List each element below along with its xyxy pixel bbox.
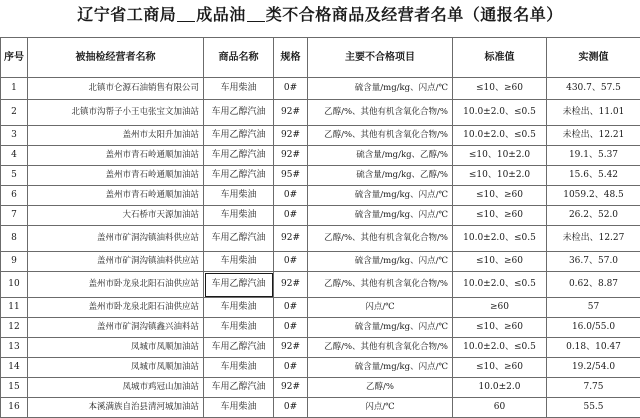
failed-items-cell: 硫含量/mg/kg、乙醇/% bbox=[308, 146, 453, 166]
product-name-cell: 车用乙醇汽油 bbox=[204, 126, 274, 146]
failed-items-cell: 乙醇/%、其他有机含氧化合物/% bbox=[308, 100, 453, 126]
product-name-cell: 车用柴油 bbox=[204, 78, 274, 100]
serial-number-cell: 5 bbox=[1, 166, 28, 186]
standard-value-cell: 10.0±2.0、≤0.5 bbox=[453, 226, 547, 252]
table-row bbox=[1, 318, 640, 338]
operator-name-cell: 凤城市凤顺加油站 bbox=[28, 338, 204, 358]
product-name-cell: 车用乙醇汽油 bbox=[204, 100, 274, 126]
operator-name-cell: 盖州市矿洞沟镇鑫兴油料站 bbox=[28, 318, 204, 338]
product-name-cell: 车用柴油 bbox=[204, 318, 274, 338]
measured-value-cell: 19.2/54.0 bbox=[547, 358, 640, 378]
specification-cell: 0# bbox=[274, 358, 308, 378]
measured-value-cell: 未检出、12.27 bbox=[547, 226, 640, 252]
serial-number-cell: 14 bbox=[1, 358, 28, 378]
product-name-cell: 车用柴油 bbox=[204, 298, 274, 318]
serial-number-cell: 4 bbox=[1, 146, 28, 166]
failed-items-cell: 乙醇/% bbox=[308, 378, 453, 398]
serial-number-cell: 13 bbox=[1, 338, 28, 358]
specification-cell: 0# bbox=[274, 318, 308, 338]
operator-name-cell: 大石桥市天源加油站 bbox=[28, 206, 204, 226]
serial-number-cell: 16 bbox=[1, 398, 28, 418]
product-name-cell: 车用乙醇汽油 bbox=[204, 378, 274, 398]
specification-cell: 0# bbox=[274, 252, 308, 272]
failed-items-cell: 闪点/℃ bbox=[308, 298, 453, 318]
measured-value-cell: 430.7、57.5 bbox=[547, 78, 640, 100]
specification-cell: 92# bbox=[274, 272, 308, 298]
product-name-cell: 车用柴油 bbox=[204, 252, 274, 272]
serial-number-cell: 3 bbox=[1, 126, 28, 146]
header-failed-items: 主要不合格项目 bbox=[308, 38, 453, 78]
page-title bbox=[0, 0, 640, 34]
title-blank-line bbox=[177, 5, 195, 22]
table-row bbox=[1, 100, 640, 126]
operator-name-cell: 北镇市沟帮子小王屯张宝文加油站 bbox=[28, 100, 204, 126]
failed-items-cell: 乙醇/%、其他有机含氧化合物/% bbox=[308, 126, 453, 146]
operator-name-cell: 盖州市矿洞沟镇油料供应站 bbox=[28, 252, 204, 272]
serial-number-cell: 2 bbox=[1, 100, 28, 126]
measured-value-cell: 57 bbox=[547, 298, 640, 318]
product-name-cell: 车用乙醇汽油 bbox=[204, 226, 274, 252]
failed-items-cell: 闪点/℃ bbox=[308, 398, 453, 418]
serial-number-cell: 11 bbox=[1, 298, 28, 318]
serial-number-cell: 7 bbox=[1, 206, 28, 226]
failed-items-cell: 乙醇/%、其他有机含氧化合物/% bbox=[308, 226, 453, 252]
standard-value-cell: ≤10、10±2.0 bbox=[453, 166, 547, 186]
product-name-cell: 车用柴油 bbox=[204, 186, 274, 206]
standard-value-cell: 10.0±2.0、≤0.5 bbox=[453, 126, 547, 146]
table-row bbox=[1, 226, 640, 252]
measured-value-cell: 16.0/55.0 bbox=[547, 318, 640, 338]
specification-cell: 0# bbox=[274, 298, 308, 318]
operator-name-cell: 盖州市青石岭通顺加油站 bbox=[28, 166, 204, 186]
failed-items-cell: 硫含量/mg/kg、闪点/℃ bbox=[308, 358, 453, 378]
operator-name-cell: 盖州市青石岭通顺加油站 bbox=[28, 186, 204, 206]
title-category: 成品油 bbox=[196, 5, 246, 24]
header-serial-number: 序号 bbox=[1, 38, 28, 78]
table-row bbox=[1, 186, 640, 206]
measured-value-cell: 55.5 bbox=[547, 398, 640, 418]
title-blank-line bbox=[247, 5, 265, 22]
operator-name-cell: 盖州市青石岭通顺加油站 bbox=[28, 146, 204, 166]
nonconforming-products-table bbox=[0, 37, 640, 418]
failed-items-cell: 硫含量/mg/kg、闪点/℃ bbox=[308, 78, 453, 100]
product-name-cell: 车用乙醇汽油 bbox=[204, 146, 274, 166]
specification-cell: 92# bbox=[274, 126, 308, 146]
operator-name-cell: 盖州市太阳升加油站 bbox=[28, 126, 204, 146]
product-name-cell: 车用乙醇汽油 bbox=[204, 272, 274, 298]
operator-name-cell: 凤城市凤顺加油站 bbox=[28, 358, 204, 378]
measured-value-cell: 未检出、12.21 bbox=[547, 126, 640, 146]
operator-name-cell: 本溪满族自治县清河城加油站 bbox=[28, 398, 204, 418]
specification-cell: 92# bbox=[274, 226, 308, 252]
standard-value-cell: ≤10、≥60 bbox=[453, 252, 547, 272]
serial-number-cell: 1 bbox=[1, 78, 28, 100]
standard-value-cell: ≤10、≥60 bbox=[453, 78, 547, 100]
table-row bbox=[1, 338, 640, 358]
table-row bbox=[1, 298, 640, 318]
table-row bbox=[1, 206, 640, 226]
serial-number-cell: 8 bbox=[1, 226, 28, 252]
standard-value-cell: ≤10、≥60 bbox=[453, 358, 547, 378]
measured-value-cell: 36.7、57.0 bbox=[547, 252, 640, 272]
standard-value-cell: ≤10、≥60 bbox=[453, 318, 547, 338]
measured-value-cell: 0.18、10.47 bbox=[547, 338, 640, 358]
product-name-cell: 车用乙醇汽油 bbox=[204, 166, 274, 186]
serial-number-cell: 12 bbox=[1, 318, 28, 338]
table-row bbox=[1, 378, 640, 398]
failed-items-cell: 硫含量/mg/kg、闪点/℃ bbox=[308, 186, 453, 206]
table-row bbox=[1, 146, 640, 166]
specification-cell: 0# bbox=[274, 206, 308, 226]
serial-number-cell: 15 bbox=[1, 378, 28, 398]
header-operator-name: 被抽检经营者名称 bbox=[28, 38, 204, 78]
specification-cell: 92# bbox=[274, 146, 308, 166]
operator-name-cell: 盖州市矿洞沟镇油料供应站 bbox=[28, 226, 204, 252]
specification-cell: 92# bbox=[274, 378, 308, 398]
measured-value-cell: 7.75 bbox=[547, 378, 640, 398]
table-row bbox=[1, 78, 640, 100]
specification-cell: 0# bbox=[274, 186, 308, 206]
standard-value-cell: 10.0±2.0、≤0.5 bbox=[453, 338, 547, 358]
operator-name-cell: 盖州市卧龙泉北阳石油供应站 bbox=[28, 298, 204, 318]
measured-value-cell: 26.2、52.0 bbox=[547, 206, 640, 226]
specification-cell: 92# bbox=[274, 338, 308, 358]
table-row bbox=[1, 252, 640, 272]
specification-cell: 0# bbox=[274, 78, 308, 100]
specification-cell: 0# bbox=[274, 398, 308, 418]
measured-value-cell: 未检出、11.01 bbox=[547, 100, 640, 126]
specification-cell: 92# bbox=[274, 100, 308, 126]
operator-name-cell: 盖州市卧龙泉北阳石油供应站 bbox=[28, 272, 204, 298]
standard-value-cell: 60 bbox=[453, 398, 547, 418]
failed-items-cell: 硫含量/mg/kg、闪点/℃ bbox=[308, 318, 453, 338]
table-row bbox=[1, 126, 640, 146]
failed-items-cell: 硫含量/mg/kg、乙醇/% bbox=[308, 166, 453, 186]
operator-name-cell: 凤城市鸡冠山加油站 bbox=[28, 378, 204, 398]
table-row bbox=[1, 166, 640, 186]
table-row bbox=[1, 272, 640, 298]
measured-value-cell: 15.6、5.42 bbox=[547, 166, 640, 186]
measured-value-cell: 1059.2、48.5 bbox=[547, 186, 640, 206]
standard-value-cell: 10.0±2.0、≤0.5 bbox=[453, 272, 547, 298]
header-product-name: 商品名称 bbox=[204, 38, 274, 78]
header-specification: 规格 bbox=[274, 38, 308, 78]
product-name-cell: 车用乙醇汽油 bbox=[204, 338, 274, 358]
header-measured-value: 实测值 bbox=[547, 38, 640, 78]
operator-name-cell: 北镇市仑源石油销售有限公司 bbox=[28, 78, 204, 100]
table-row bbox=[1, 358, 640, 378]
standard-value-cell: ≤10、≥60 bbox=[453, 186, 547, 206]
standard-value-cell: 10.0±2.0、≤0.5 bbox=[453, 100, 547, 126]
table-row bbox=[1, 398, 640, 418]
failed-items-cell: 硫含量/mg/kg、闪点/℃ bbox=[308, 252, 453, 272]
serial-number-cell: 6 bbox=[1, 186, 28, 206]
standard-value-cell: ≤10、≥60 bbox=[453, 206, 547, 226]
specification-cell: 95# bbox=[274, 166, 308, 186]
failed-items-cell: 乙醇/%、其他有机含氧化合物/% bbox=[308, 338, 453, 358]
header-standard-value: 标准值 bbox=[453, 38, 547, 78]
product-name-cell: 车用柴油 bbox=[204, 206, 274, 226]
standard-value-cell: 10.0±2.0 bbox=[453, 378, 547, 398]
title-suffix: 类不合格商品及经营者名单（通报名单） bbox=[266, 5, 563, 24]
failed-items-cell: 乙醇/%、其他有机含氧化合物/% bbox=[308, 272, 453, 298]
failed-items-cell: 硫含量/mg/kg、闪点/℃ bbox=[308, 206, 453, 226]
serial-number-cell: 9 bbox=[1, 252, 28, 272]
measured-value-cell: 19.1、5.37 bbox=[547, 146, 640, 166]
product-name-cell: 车用柴油 bbox=[204, 358, 274, 378]
standard-value-cell: ≥60 bbox=[453, 298, 547, 318]
serial-number-cell: 10 bbox=[1, 272, 28, 298]
title-prefix: 辽宁省工商局 bbox=[77, 5, 176, 24]
standard-value-cell: ≤10、10±2.0 bbox=[453, 146, 547, 166]
product-name-cell: 车用柴油 bbox=[204, 398, 274, 418]
table-header-row bbox=[1, 38, 640, 78]
measured-value-cell: 0.62、8.87 bbox=[547, 272, 640, 298]
